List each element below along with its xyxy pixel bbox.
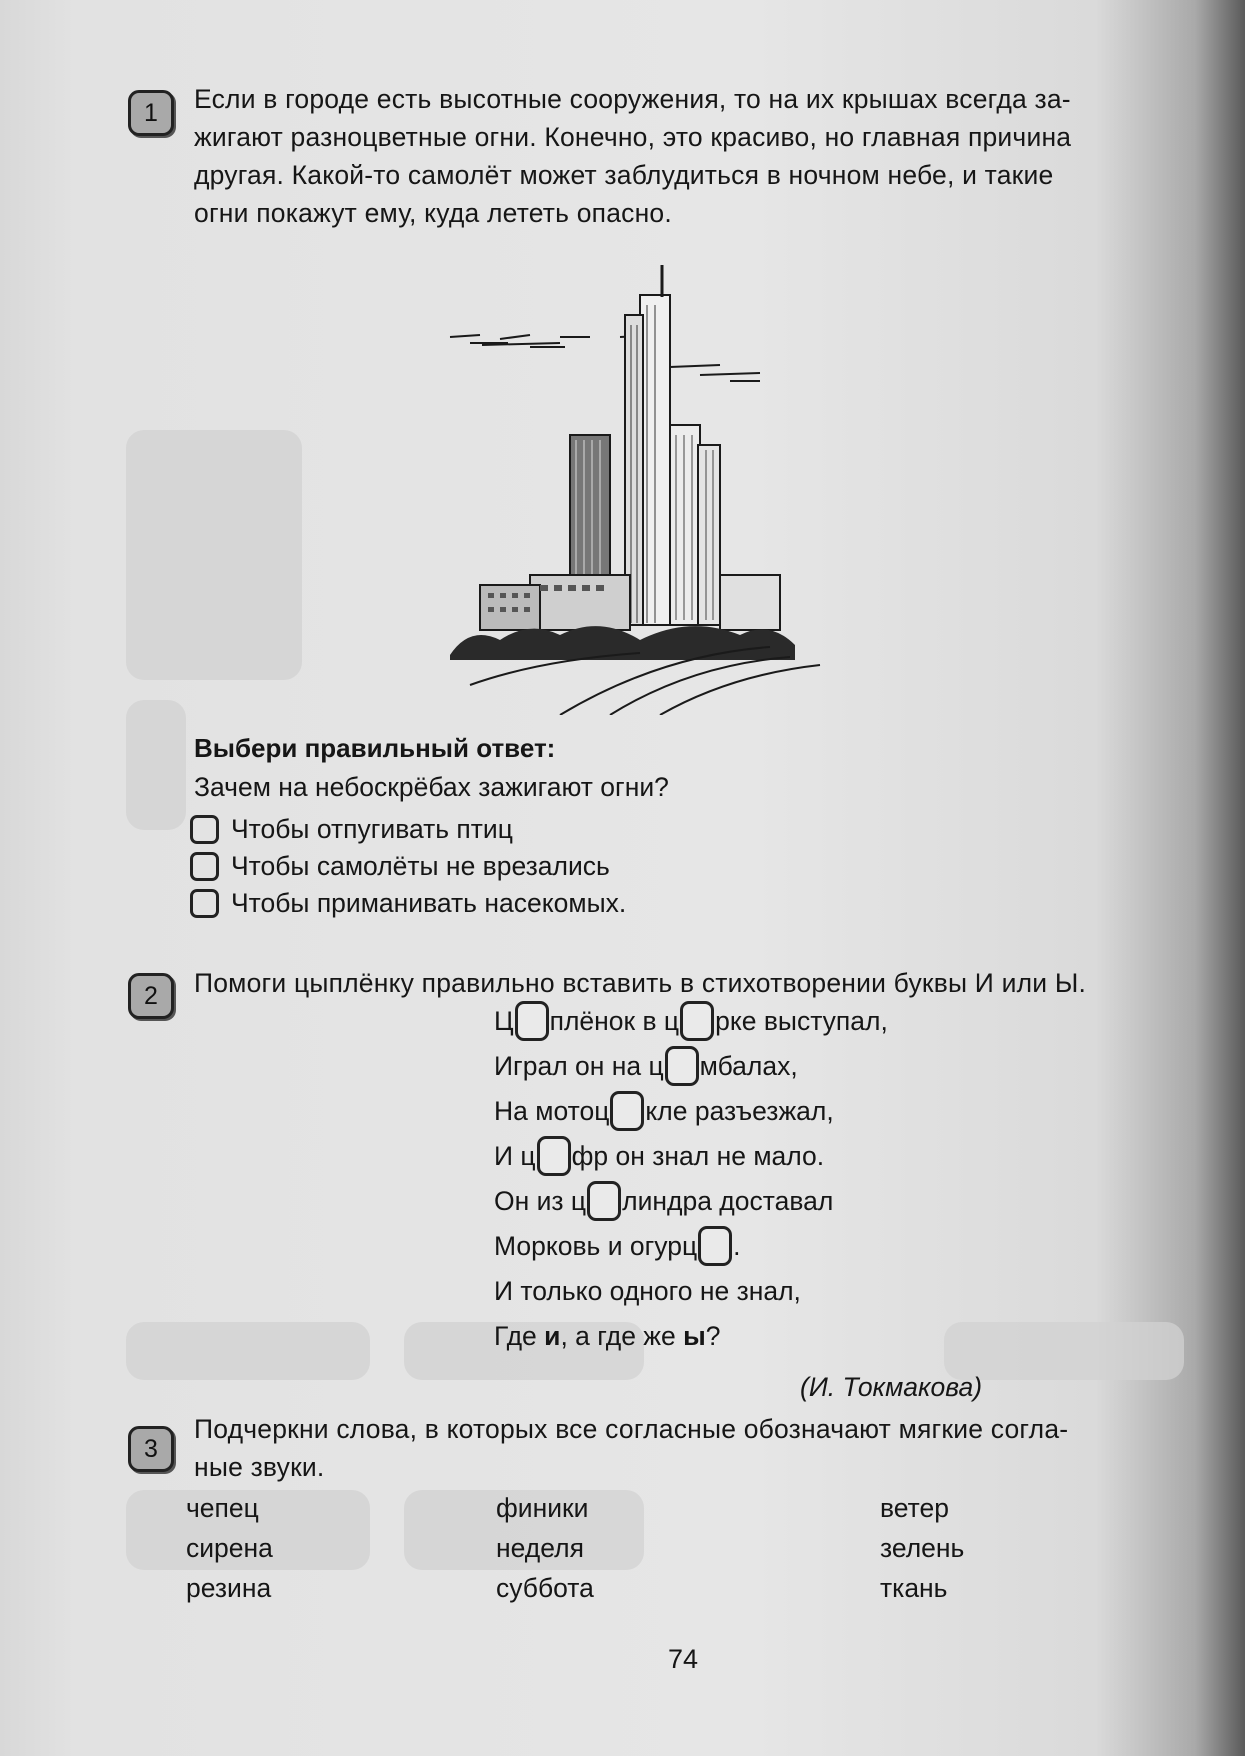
word[interactable]: неделя	[496, 1533, 584, 1563]
poem-bold-letter: ы	[683, 1320, 706, 1351]
answer-option[interactable]	[190, 814, 513, 845]
poem-text: .	[733, 1230, 741, 1261]
task3-instruction	[194, 1410, 1068, 1486]
word-column	[186, 1488, 273, 1608]
task-number: 2	[144, 981, 158, 1010]
letter-box[interactable]	[537, 1136, 571, 1176]
poem-text: Морковь и огурц	[494, 1230, 698, 1261]
question-heading: Выбери правильный ответ:	[194, 733, 556, 763]
option-label: Чтобы отпугивать птиц	[231, 814, 513, 844]
text-line: жигают разноцветные огни. Конечно, это красиво, но главная причина	[194, 122, 1072, 152]
letter-box[interactable]	[665, 1046, 699, 1086]
task-number-badge	[128, 973, 174, 1019]
word[interactable]: ткань	[880, 1573, 948, 1603]
checkbox[interactable]	[190, 852, 219, 881]
poem-line	[494, 1227, 741, 1265]
poem-text: ?	[705, 1320, 721, 1351]
poem-line	[494, 1272, 801, 1310]
poem-line	[494, 1002, 888, 1040]
word[interactable]: финики	[496, 1493, 589, 1523]
poem-text: На мотоц	[494, 1095, 610, 1126]
task-number-badge	[128, 90, 174, 136]
background-shape	[126, 1322, 370, 1380]
task-number-badge	[128, 1426, 174, 1472]
page-number: 74	[668, 1644, 699, 1674]
poem-line	[494, 1317, 721, 1355]
poem-text: Ц	[494, 1005, 514, 1036]
task2-instruction	[194, 964, 1086, 1002]
poem-line	[494, 1092, 834, 1130]
question-text: Зачем на небоскрёбах зажигают огни?	[194, 772, 669, 802]
poem-text: плёнок в ц	[549, 1005, 680, 1036]
poem-line	[494, 1047, 798, 1085]
text-line: Если в городе есть высотные сооружения, то на их крышах всегда за-	[194, 84, 1071, 114]
word-column	[880, 1488, 964, 1608]
letter-box[interactable]	[610, 1091, 644, 1131]
poem-text: мбалах,	[699, 1050, 798, 1081]
poem-author: (И. Токмакова)	[800, 1372, 983, 1402]
instruction-text: Помоги цыплёнку правильно вставить в стихотворении буквы И или Ы.	[194, 968, 1087, 998]
poem-text: И только одного не знал,	[494, 1275, 801, 1306]
word[interactable]: суббота	[496, 1573, 594, 1603]
answer-option[interactable]	[190, 851, 610, 882]
poem-line	[494, 1137, 824, 1175]
poem-text: Он из ц	[494, 1185, 587, 1216]
poem-text: фр он знал не мало.	[571, 1140, 825, 1171]
poem-text: , а где же	[560, 1320, 684, 1351]
background-shape	[126, 430, 302, 680]
text-line: ные звуки.	[194, 1452, 325, 1482]
option-label: Чтобы самолёты не врезались	[231, 851, 610, 881]
text-line: другая. Какой-то самолёт может заблудиться в ночном небе, и такие	[194, 160, 1054, 190]
poem-bold-letter: и	[544, 1320, 561, 1351]
poem-text: Играл он на ц	[494, 1050, 664, 1081]
poem-text: рке выступал,	[715, 1005, 888, 1036]
letter-box[interactable]	[587, 1181, 621, 1221]
word-column	[496, 1488, 594, 1608]
text-line: Подчеркни слова, в которых все согласные обозначают мягкие согла-	[194, 1414, 1069, 1444]
task-number: 3	[144, 1434, 158, 1463]
skyscraper-illustration	[440, 255, 860, 715]
poem-line	[494, 1182, 833, 1220]
letter-box[interactable]	[515, 1001, 549, 1041]
poem-text: линдра доставал	[622, 1185, 834, 1216]
text-line: огни покажут ему, куда лететь опасно.	[194, 198, 672, 228]
poem-text: И ц	[494, 1140, 536, 1171]
background-shape	[126, 700, 186, 830]
word[interactable]: чепец	[186, 1493, 259, 1523]
checkbox[interactable]	[190, 889, 219, 918]
task1-text	[194, 80, 1071, 232]
word[interactable]: ветер	[880, 1493, 949, 1523]
letter-box[interactable]	[698, 1226, 732, 1266]
poem-text: Где	[494, 1320, 545, 1351]
word[interactable]: зелень	[880, 1533, 965, 1563]
word[interactable]: резина	[186, 1573, 272, 1603]
poem-text: кле разъезжал,	[645, 1095, 834, 1126]
task-number: 1	[144, 98, 158, 127]
option-label: Чтобы приманивать насекомых.	[231, 888, 627, 918]
checkbox[interactable]	[190, 815, 219, 844]
letter-box[interactable]	[680, 1001, 714, 1041]
answer-option[interactable]	[190, 888, 626, 919]
word[interactable]: сирена	[186, 1533, 273, 1563]
